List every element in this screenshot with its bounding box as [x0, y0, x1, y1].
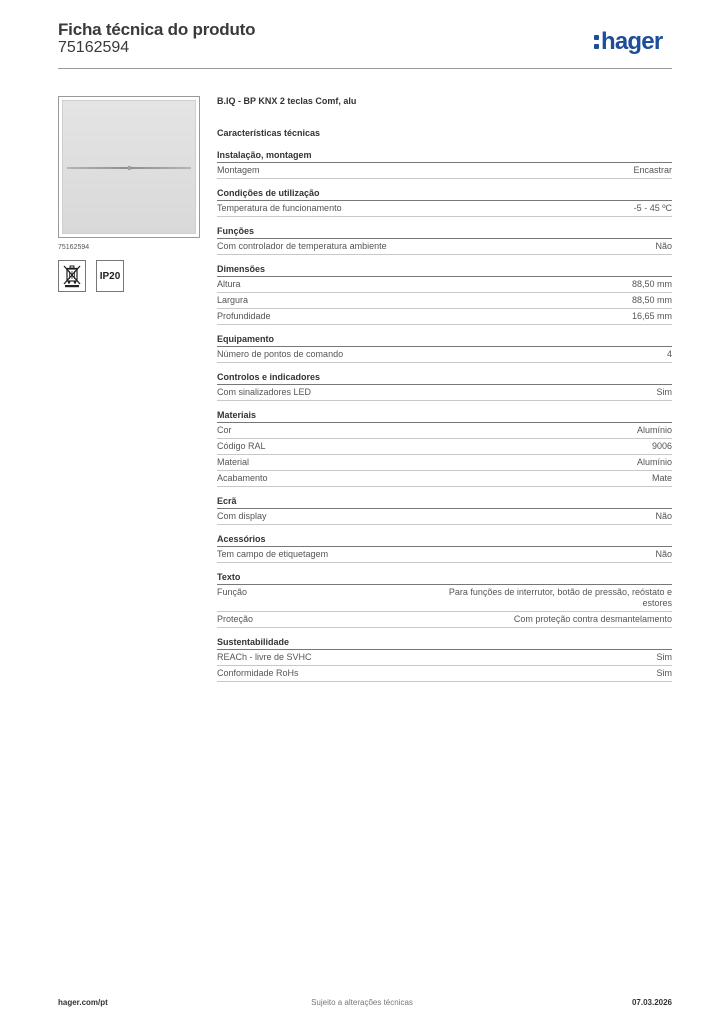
spec-row — [217, 293, 672, 309]
spec-label: Acabamento — [217, 473, 268, 483]
spec-value: Para funções de interrutor, botão de pressão, reóstato e estores — [448, 587, 672, 608]
spec-group — [217, 372, 672, 401]
spec-row — [217, 650, 672, 666]
spec-group — [217, 496, 672, 525]
spec-group — [217, 534, 672, 563]
spec-group-title: Equipamento — [217, 334, 672, 347]
spec-content — [217, 96, 672, 691]
footer-date: 07.03.2026 — [631, 998, 672, 1007]
spec-value: 88,50 mm — [631, 295, 672, 305]
spec-value: Sim — [656, 652, 672, 662]
spec-row — [217, 309, 672, 325]
product-name: B.IQ - BP KNX 2 teclas Comf, alu — [217, 96, 357, 106]
spec-groups — [217, 150, 672, 682]
spec-group-title: Texto — [217, 572, 672, 585]
spec-label: REACh - livre de SVHC — [217, 652, 312, 662]
spec-value: Não — [655, 511, 672, 521]
spec-row — [217, 547, 672, 563]
spec-row — [217, 423, 672, 439]
image-caption: 75162594 — [58, 244, 90, 251]
spec-label: Largura — [217, 295, 249, 305]
spec-row — [217, 666, 672, 682]
product-image — [58, 96, 200, 238]
spec-row — [217, 612, 672, 628]
spec-group-title: Sustentabilidade — [217, 637, 672, 650]
spec-group — [217, 264, 672, 325]
spec-group — [217, 334, 672, 363]
spec-group — [217, 226, 672, 255]
spec-value: Mate — [651, 473, 672, 483]
spec-row — [217, 509, 672, 525]
spec-row — [217, 385, 672, 401]
spec-row — [217, 277, 672, 293]
spec-value: 16,65 mm — [631, 311, 672, 321]
section-title: Características técnicas — [217, 128, 321, 138]
spec-group — [217, 150, 672, 179]
product-code: 75162594 — [58, 39, 130, 56]
spec-value: Sim — [656, 668, 672, 678]
spec-group — [217, 410, 672, 487]
spec-label: Com display — [217, 511, 267, 521]
push-button-photo — [62, 100, 196, 234]
spec-label: Material — [217, 457, 250, 467]
spec-value: Não — [655, 549, 672, 559]
spec-label: Montagem — [217, 165, 260, 175]
spec-label: Código RAL — [217, 441, 266, 451]
spec-label: Temperatura de funcionamento — [217, 203, 342, 213]
spec-group-title: Condições de utilização — [217, 188, 672, 201]
ip-rating-badge: IP20 — [96, 260, 124, 292]
spec-label: Conformidade RoHs — [217, 668, 299, 678]
spec-group-title: Dimensões — [217, 264, 672, 277]
hager-logo[interactable] — [594, 28, 662, 56]
spec-row — [217, 347, 672, 363]
spec-value: Com proteção contra desmantelamento — [513, 614, 672, 624]
spec-value: Sim — [656, 387, 672, 397]
spec-row — [217, 455, 672, 471]
spec-value: Não — [655, 241, 672, 251]
spec-value: 9006 — [651, 441, 672, 451]
spec-row — [217, 201, 672, 217]
spec-label: Cor — [217, 425, 232, 435]
weee-badge — [58, 260, 86, 292]
logo-text: hager — [601, 28, 663, 55]
page-title: Ficha técnica do produto — [58, 20, 256, 39]
spec-group-title: Ecrã — [217, 496, 672, 509]
spec-value: 4 — [666, 349, 672, 359]
spec-group-title: Acessórios — [217, 534, 672, 547]
spec-group-title: Controlos e indicadores — [217, 372, 672, 385]
spec-value: -5 - 45 ºC — [633, 203, 672, 213]
spec-row — [217, 239, 672, 255]
spec-group — [217, 572, 672, 628]
spec-group — [217, 637, 672, 682]
spec-label: Número de pontos de comando — [217, 349, 344, 359]
spec-label: Proteção — [217, 614, 254, 624]
spec-label: Tem campo de etiquetagem — [217, 549, 329, 559]
spec-row — [217, 163, 672, 179]
header-divider — [58, 68, 672, 69]
logo-dots-icon — [594, 35, 599, 49]
spec-value: Alumínio — [636, 425, 672, 435]
spec-label: Profundidade — [217, 311, 271, 321]
spec-label: Altura — [217, 279, 241, 289]
spec-label: Com sinalizadores LED — [217, 387, 312, 397]
spec-row — [217, 585, 672, 612]
spec-value: 88,50 mm — [631, 279, 672, 289]
weee-crossed-bin-icon — [62, 264, 82, 288]
footer-website[interactable]: hager.com/pt — [58, 998, 108, 1007]
spec-row — [217, 471, 672, 487]
spec-group-title: Funções — [217, 226, 672, 239]
spec-row — [217, 439, 672, 455]
spec-value: Alumínio — [636, 457, 672, 467]
footer-note: Sujeito a alterações técnicas — [311, 998, 413, 1007]
spec-group-title: Instalação, montagem — [217, 150, 672, 163]
spec-group — [217, 188, 672, 217]
spec-label: Com controlador de temperatura ambiente — [217, 241, 387, 251]
button-seam — [67, 167, 191, 169]
spec-label: Função — [217, 587, 248, 597]
spec-group-title: Materiais — [217, 410, 672, 423]
spec-value: Encastrar — [633, 165, 672, 175]
